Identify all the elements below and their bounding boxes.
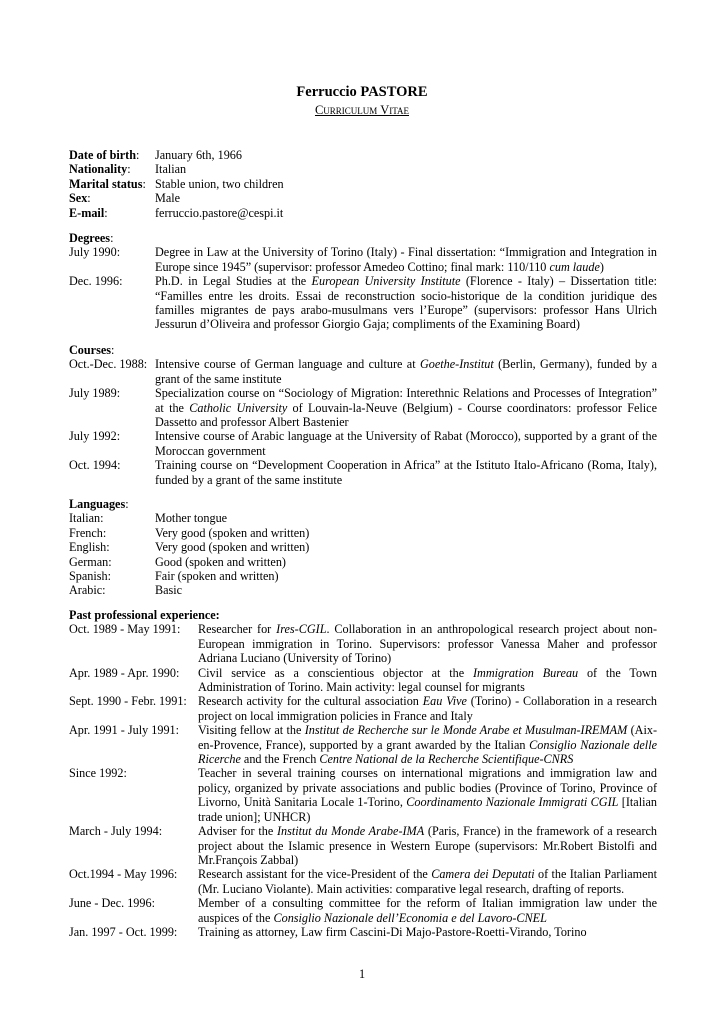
text-run: Degree in Law at the University of Torino (Italy) - Final dissertation: “Immigration and Integration in Europe since 1945” (supervisor: professor Amedeo Cottino; final mark: 110/110	[155, 245, 657, 274]
entry-description	[155, 386, 657, 429]
languages-section: Languages: Italian: Mother tongue French: Very good (spoken and written) English: Very good (spoken and written) German: Good (spoken and written) Spanish: Fair (spoken and written) Arabic: Basic	[69, 497, 657, 598]
entry-description	[198, 824, 657, 867]
language-name: Arabic:	[69, 583, 106, 598]
entry-date: July 1989:	[69, 386, 121, 401]
degree-entry	[69, 245, 657, 274]
italic-text: Camera dei Deputati	[431, 867, 535, 882]
entry-date: March - July 1994:	[69, 824, 163, 839]
course-entry	[69, 357, 657, 386]
cv-subtitle: Curriculum Vitae	[314, 103, 410, 117]
text-run: Civil service as a conscientious objector at the	[198, 665, 473, 680]
course-entry	[69, 429, 657, 458]
italic-text: Institut du Monde Arabe-IMA	[277, 824, 425, 839]
text-run: Intensive course of Arabic language at the University of Rabat (Morocco), supported by a grant of the Moroccan government	[155, 429, 657, 458]
italic-text: Consiglio Nazionale delle Ricerche	[198, 737, 657, 767]
entry-description	[198, 666, 657, 695]
entry-date: Oct.-Dec. 1988:	[69, 357, 148, 372]
entry-date: Jan. 1997 - Oct. 1999:	[69, 924, 178, 939]
experience-entry	[69, 925, 657, 939]
text-run: of the Italian Parliament (Mr. Luciano Violante). Main activities: comparative legal research, drafting of reports.	[198, 867, 658, 896]
language-level: Mother tongue	[155, 511, 228, 526]
section-heading: Degrees	[69, 231, 111, 245]
entry-date: June - Dec. 1996:	[69, 896, 155, 911]
personal-row: Date of birth: January 6th, 1966	[69, 148, 657, 162]
text-run: Member of a consulting committee for the reform of Italian immigration law under the auspices of the	[198, 896, 657, 925]
page-number: 1	[358, 967, 366, 981]
language-name: Italian:	[69, 511, 104, 526]
experience-entry	[69, 694, 657, 723]
language-row	[69, 526, 657, 540]
text-run: and the French	[240, 752, 320, 767]
personal-label: Nationality	[69, 162, 128, 177]
language-level: Fair (spoken and written)	[155, 569, 279, 584]
entry-description	[198, 694, 657, 723]
experience-entry	[69, 666, 657, 695]
experience-entry	[69, 766, 657, 824]
personal-row: Marital status: Stable union, two children	[69, 177, 657, 191]
italic-text: Eau Vive	[422, 694, 467, 709]
text-run: (Torino) - Collaboration in a research project on local immigration policies in France and Italy	[198, 694, 657, 723]
courses-section: Courses: Oct.-Dec. 1988: Intensive course of German language and culture at Goethe-Institut (Berlin, Germany), funded by a grant of the same institute July 1989: Specialization course on “Sociology of Migration: Interethnic Relations and Processes of Integration” at the Catholic University of Louvain-la-Neuve (Belgium) - Course coordinators: professor Felice Dassetto and professor Albert Bastenier July 1992: Intensive course of Arabic language at the University of Rabat (Morocco), supported by a grant of the Moroccan government Oct. 1994: Training course on “Development Cooperation in Africa” at the Istituto Italo-Africano (Roma, Italy), funded by a grant of the same institute	[69, 343, 658, 487]
degrees-section: Degrees: July 1990: Degree in Law at the University of Torino (Italy) - Final dissertation: “Immigration and Integration in Europe since 1945” (supervisor: professor Amedeo Cottino; final mark: 110/110 cum laude) Dec. 1996: Ph.D. in Legal Studies at the European University Institute (Florence - Italy) – Dissertation title: “Familles entre les droits. Essai de reconstruction socio-historique de la condition juridique des familles migrantes de pays arabo-musulmans vers l’Europe” (supervisors: professor Hans Ulrich Jessurun d’Oliveira and professor Giorgio Gaja; compliments of the Examining Board)	[69, 231, 657, 332]
personal-row: E-mail: ferruccio.pastore@cespi.it	[69, 206, 657, 220]
experience-entry	[69, 896, 657, 925]
language-row	[69, 540, 657, 554]
text-run: Research activity for the cultural association	[198, 694, 423, 709]
text-run: of the Town Administration of Torino. Main activity: legal counsel for migrants	[198, 665, 657, 695]
text-run: Researcher for	[198, 622, 277, 637]
language-row	[69, 555, 657, 569]
experience-entry	[69, 824, 657, 867]
text-run: Research assistant for the vice-President of the	[198, 867, 432, 882]
language-level: Good (spoken and written)	[155, 554, 286, 569]
cv-name: Ferruccio PASTORE	[296, 84, 428, 100]
section-heading: Courses	[69, 343, 111, 357]
entry-date: Oct. 1989 - May 1991:	[69, 622, 181, 637]
entry-date: July 1992:	[69, 429, 121, 444]
language-row	[69, 583, 657, 597]
text-run: Training course on “Development Cooperation in Africa” at the Istituto Italo-Africano (Roma, Italy), funded by a grant of the same institute	[155, 458, 657, 487]
entry-date: Sept. 1990 - Febr. 1991:	[69, 694, 187, 709]
personal-row: Nationality: Italian	[69, 162, 657, 176]
italic-text: Centre National de la Recherche Scientifique-CNRS	[319, 752, 574, 767]
personal-section	[69, 148, 657, 220]
section-heading: Past professional experience:	[69, 608, 220, 622]
italic-text: Catholic University	[189, 400, 288, 415]
italic-text: European University Institute	[311, 274, 461, 289]
text-run: Training as attorney, Law firm Cascini-Di Majo-Pastore-Roetti-Virando, Torino	[198, 924, 587, 939]
course-entry	[69, 386, 657, 429]
italic-text: Immigration Bureau	[472, 665, 579, 680]
experience-entry	[69, 622, 657, 665]
italic-text: Ires-CGIL	[276, 622, 327, 637]
text-run: Adviser for the	[198, 824, 277, 839]
language-name: French:	[69, 525, 107, 540]
language-level: Very good (spoken and written)	[155, 540, 310, 555]
text-run: Ph.D. in Legal Studies at the	[155, 274, 312, 289]
entry-date: Apr. 1989 - Apr. 1990:	[69, 665, 180, 680]
text-run: (Florence - Italy) – Dissertation title: “Familles entre les droits. Essai de reconstruction socio-historique de la condition juridique des familles migrantes de pays arabo-musulmans vers l’Europe” (supervisors: professor Hans Ulrich Jessurun d’Oliveira and professor Giorgio Gaja; compliments of the Examining Board)	[155, 274, 657, 332]
degree-entry	[69, 274, 657, 332]
entry-description	[155, 458, 657, 487]
language-name: English:	[69, 540, 110, 555]
entry-description	[198, 766, 657, 824]
entry-date: Since 1992:	[69, 766, 127, 781]
entry-description	[198, 925, 657, 939]
text-run: [Italian trade union]; UNHCR)	[198, 795, 657, 824]
text-run: (Berlin, Germany), funded by a grant of the same institute	[155, 357, 657, 386]
entry-date: Oct. 1994:	[69, 458, 121, 473]
entry-description	[198, 723, 657, 766]
experience-entry	[69, 867, 657, 896]
italic-text: cum laude	[549, 259, 600, 274]
personal-label: Date of birth	[69, 148, 137, 162]
personal-value: Stable union, two children	[155, 176, 284, 191]
language-name: Spanish:	[69, 569, 111, 584]
entry-date: July 1990:	[69, 245, 121, 260]
text-run: Visiting fellow at the	[198, 723, 305, 738]
language-level: Very good (spoken and written)	[155, 525, 310, 540]
experience-entry	[69, 723, 657, 766]
personal-label: Marital status	[69, 176, 143, 191]
entry-description	[155, 429, 657, 458]
language-row	[69, 569, 657, 583]
text-run: Specialization course on “Sociology of Migration: Interethnic Relations and Processes of Integration” at the	[155, 386, 657, 415]
personal-value: ferruccio.pastore@cespi.it	[155, 205, 284, 220]
personal-value: January 6th, 1966	[155, 148, 242, 162]
text-run: Teacher in several training courses on international migrations and immigration law and policy, organized by private associations and public bodies (Province of Torino, Province of Livorno, Unità Sanitaria Locale 1-Torino,	[198, 766, 657, 810]
text-run: )	[599, 259, 604, 274]
entry-description	[198, 896, 657, 925]
personal-label: Sex	[69, 191, 88, 206]
text-run: (Paris, France) in the framework of a research project about the Islamic presence in Western Europe (supervisors: Mr.Robert Bistolfi and Mr.François Zabbal)	[198, 824, 657, 867]
italic-text: Coordinamento Nazionale Immigrati CGIL	[406, 795, 619, 810]
language-row	[69, 511, 657, 525]
experience-section	[69, 608, 657, 939]
text-run: Intensive course of German language and culture at	[155, 357, 420, 372]
personal-row: Sex: Male	[69, 191, 657, 205]
language-name: German:	[69, 554, 112, 569]
italic-text: Institut de Recherche sur le Monde Arabe et Musulman-IREMAM	[304, 723, 628, 738]
entry-date: Dec. 1996:	[69, 274, 123, 289]
entry-description	[155, 245, 657, 274]
entry-date: Apr. 1991 - July 1991:	[69, 723, 180, 738]
entry-description	[155, 357, 657, 386]
entry-description	[198, 622, 657, 665]
text-run: (Aix-en-Provence, France), supported by a grant awarded by the Italian	[198, 723, 658, 752]
entry-description	[155, 274, 657, 332]
text-run: . Collaboration in an anthropological research project about non-European immigration in Torino. Supervisors: professor Vanessa Maher and professor Adriana Luciano (University of Torino)	[198, 622, 657, 666]
personal-value: Male	[155, 191, 181, 206]
personal-value: Italian	[155, 162, 187, 177]
text-run: of Louvain-la-Neuve (Belgium) - Course coordinators: professor Felice Dassetto and professor Albert Bastenier	[155, 400, 658, 430]
entry-date: Oct.1994 - May 1996:	[69, 867, 178, 882]
entry-description	[198, 867, 657, 896]
italic-text: Goethe-Institut	[419, 357, 494, 372]
course-entry	[69, 458, 657, 487]
section-heading: Languages	[69, 497, 126, 511]
personal-label: E-mail	[69, 205, 105, 220]
italic-text: Consiglio Nazionale dell’Economia e del Lavoro-CNEL	[273, 910, 547, 925]
language-level: Basic	[155, 583, 183, 598]
